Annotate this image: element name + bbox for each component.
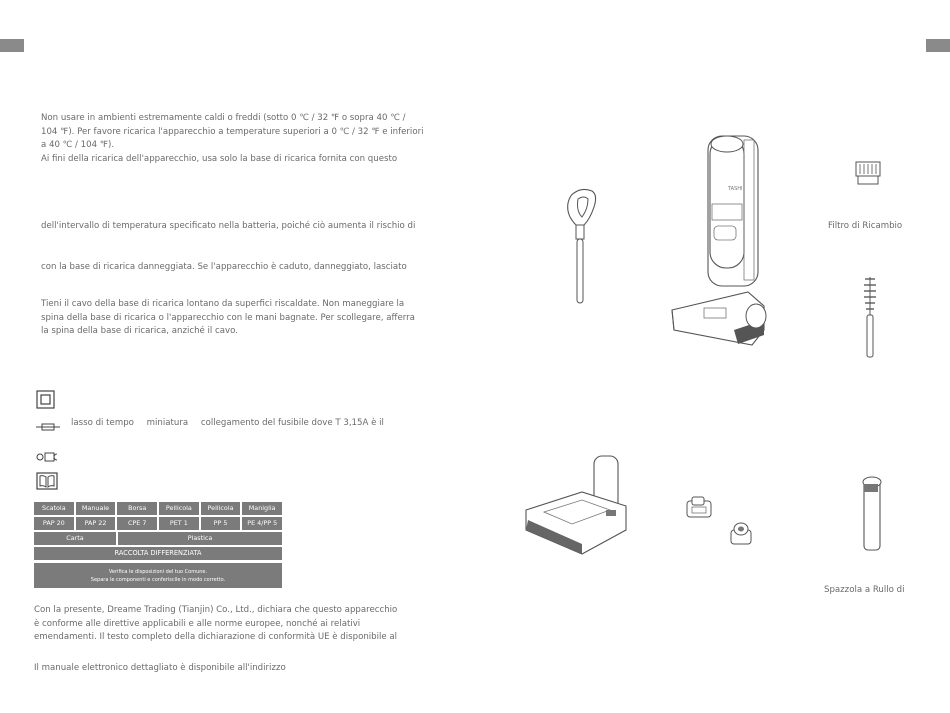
text-line: 104 ℉). Per favore ricarica l'apparecchio a temperature superiori a 0 ℃ / 32 ℉ e inferiori <box>41 126 424 137</box>
damaged-base-paragraph <box>41 261 451 275</box>
handle-illustration <box>560 185 604 307</box>
disposal-note <box>34 563 282 588</box>
material-cell: Pellicola <box>201 502 241 515</box>
material-cell: Pellicola <box>159 502 199 515</box>
filter-illustration <box>854 160 884 188</box>
code-cell: PAP 20 <box>34 517 74 530</box>
text-line: Con la presente, Dreame Trading (Tianjin) Co., Ltd., dichiara che questo apparecchio <box>34 605 398 615</box>
fuse-icon <box>36 420 60 434</box>
roller-brush-illustration <box>856 474 886 554</box>
code-cell: PE 4/PP 5 <box>242 517 282 530</box>
manual-url-line <box>34 662 444 676</box>
cable-paragraph <box>41 298 451 339</box>
text-line: miniatura <box>146 418 189 428</box>
text-line: con la base di ricarica danneggiata. Se l'apparecchio è caduto, danneggiato, lasciato <box>41 262 407 272</box>
text-line: Separa le componenti e conferiscile in modo corretto. <box>90 576 226 583</box>
declaration-paragraph <box>34 604 444 645</box>
left-page-tab <box>0 39 24 52</box>
charging-base-illustration <box>522 450 634 560</box>
text-line: Ai fini della ricarica dell'apparecchio, usa solo la base di ricarica fornita con questo <box>41 153 398 164</box>
text-line: emendamenti. Il testo completo della dichiarazione di conformità UE è disponibile al <box>34 632 398 642</box>
material-cell: Manuale <box>76 502 116 515</box>
polarity-icon <box>36 450 62 464</box>
code-cell: PAP 22 <box>76 517 116 530</box>
recycling-table <box>34 502 282 588</box>
category-cell: Plastica <box>118 532 282 545</box>
code-row <box>34 517 282 530</box>
material-cell: Maniglia <box>242 502 282 515</box>
roller-caption: Spazzola a Rullo di <box>824 585 905 595</box>
right-page-tab <box>926 39 950 52</box>
material-row <box>34 502 282 515</box>
text-line: la spina della base di ricarica, anziché il cavo. <box>41 326 238 336</box>
text-line: dell'intervallo di temperatura specificato nella batteria, poiché ciò aumenta il rischio di <box>41 221 416 231</box>
text-line: è conforme alle direttive applicabili e alle norme europee, nonché ai relativi <box>34 618 361 629</box>
filter-caption: Filtro di Ricambio <box>828 221 903 231</box>
material-cell: Scatola <box>34 502 74 515</box>
text-line: Verifica le disposizioni del tuo Comune. <box>108 568 208 575</box>
code-cell: PP 5 <box>201 517 241 530</box>
fuse-description <box>71 418 394 428</box>
small-knob-illustration <box>728 520 754 548</box>
text-line: a 40 ℃ / 104 ℉). <box>41 140 115 150</box>
text-line: collegamento del fusibile dove T 3,15A è il <box>200 418 384 428</box>
double-insulation-icon <box>36 390 56 410</box>
temperature-warning-paragraph <box>41 112 451 166</box>
text-line: Non usare in ambienti estremamente caldi o freddi (sotto 0 ℃ / 32 ℉ o sopra 40 ℃ / <box>41 113 406 123</box>
category-cell: Carta <box>34 532 116 545</box>
raccolta-bar: RACCOLTA DIFFERENZIATA <box>34 547 282 560</box>
device-brand: TASHI <box>728 186 743 192</box>
manual-book-icon <box>36 472 58 490</box>
text-line: Il manuale elettronico dettagliato è disponibile all'indirizzo <box>34 663 286 673</box>
text-line: lasso di tempo <box>71 418 134 428</box>
material-cell: Borsa <box>117 502 157 515</box>
text-line: Tieni il cavo della base di ricarica lontano da superfici riscaldate. Non maneggiare la <box>41 299 405 309</box>
battery-range-paragraph <box>41 220 451 234</box>
cleaning-brush-illustration <box>860 275 880 360</box>
code-cell: PET 1 <box>159 517 199 530</box>
small-part-illustration <box>684 495 716 525</box>
vacuum-illustration <box>668 130 774 360</box>
code-cell: CPE 7 <box>117 517 157 530</box>
text-line: spina della base di ricarica o l'apparecchio con le mani bagnate. Per scollegare, afferra <box>41 312 415 323</box>
category-row <box>34 532 282 545</box>
